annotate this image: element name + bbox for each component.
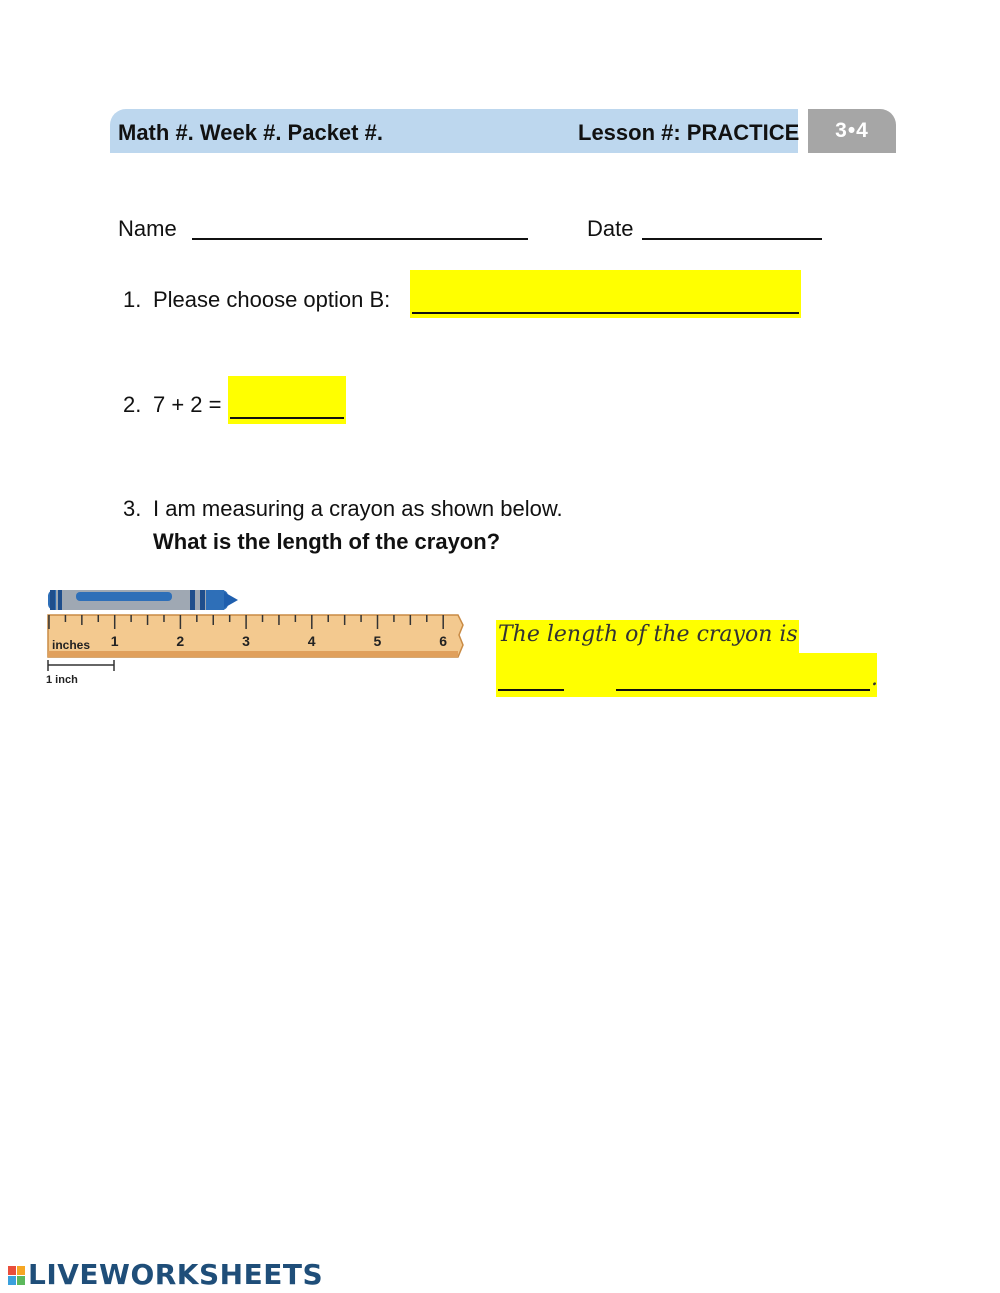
crayon-ruler-illustration xyxy=(40,585,470,690)
question-2-text: 7 + 2 = xyxy=(153,392,222,417)
lesson-badge: 3•4 xyxy=(808,109,896,153)
question-2-answer-line xyxy=(230,417,344,419)
ruler-number: 1 xyxy=(110,633,119,649)
logo-icon xyxy=(8,1260,26,1280)
ruler-number: 3 xyxy=(242,633,250,649)
answer-period: . xyxy=(871,666,878,691)
one-inch-label: 1 inch xyxy=(46,674,78,686)
crayon-icon xyxy=(48,590,238,610)
date-field[interactable] xyxy=(642,238,822,240)
lesson-label: Lesson #: PRACTICE xyxy=(578,120,800,145)
question-2-answer-field[interactable] xyxy=(228,376,346,424)
name-label: Name xyxy=(118,216,177,241)
question-3-text: I am measuring a crayon as shown below. xyxy=(153,496,563,521)
ruler-number: 4 xyxy=(307,633,316,649)
liveworksheets-logo xyxy=(8,1258,323,1291)
header-title: Math #. Week #. Packet #. xyxy=(118,120,383,145)
length-answer-field[interactable] xyxy=(498,689,564,691)
ruler-number: 6 xyxy=(439,633,447,649)
question-1-text: Please choose option B: xyxy=(153,287,391,312)
logo-text: LIVEWORKSHEETS xyxy=(28,1258,324,1291)
ruler xyxy=(48,615,463,657)
unit-answer-field[interactable] xyxy=(616,689,870,691)
question-3-bold-text: What is the length of the crayon? xyxy=(153,529,501,554)
answer-sentence: The length of the crayon is xyxy=(498,622,798,647)
ruler-number: 5 xyxy=(373,633,382,649)
question-1-number: 1. xyxy=(123,287,142,312)
question-3-number: 3. xyxy=(123,496,142,521)
name-field[interactable] xyxy=(192,238,528,240)
date-label: Date xyxy=(587,216,634,241)
question-1-answer-field[interactable] xyxy=(410,270,801,318)
ruler-unit-label: inches xyxy=(52,638,91,652)
one-inch-legend xyxy=(46,660,114,686)
question-2-number: 2. xyxy=(123,392,142,417)
ruler-number: 2 xyxy=(176,633,185,649)
question-1-answer-line xyxy=(412,312,799,314)
